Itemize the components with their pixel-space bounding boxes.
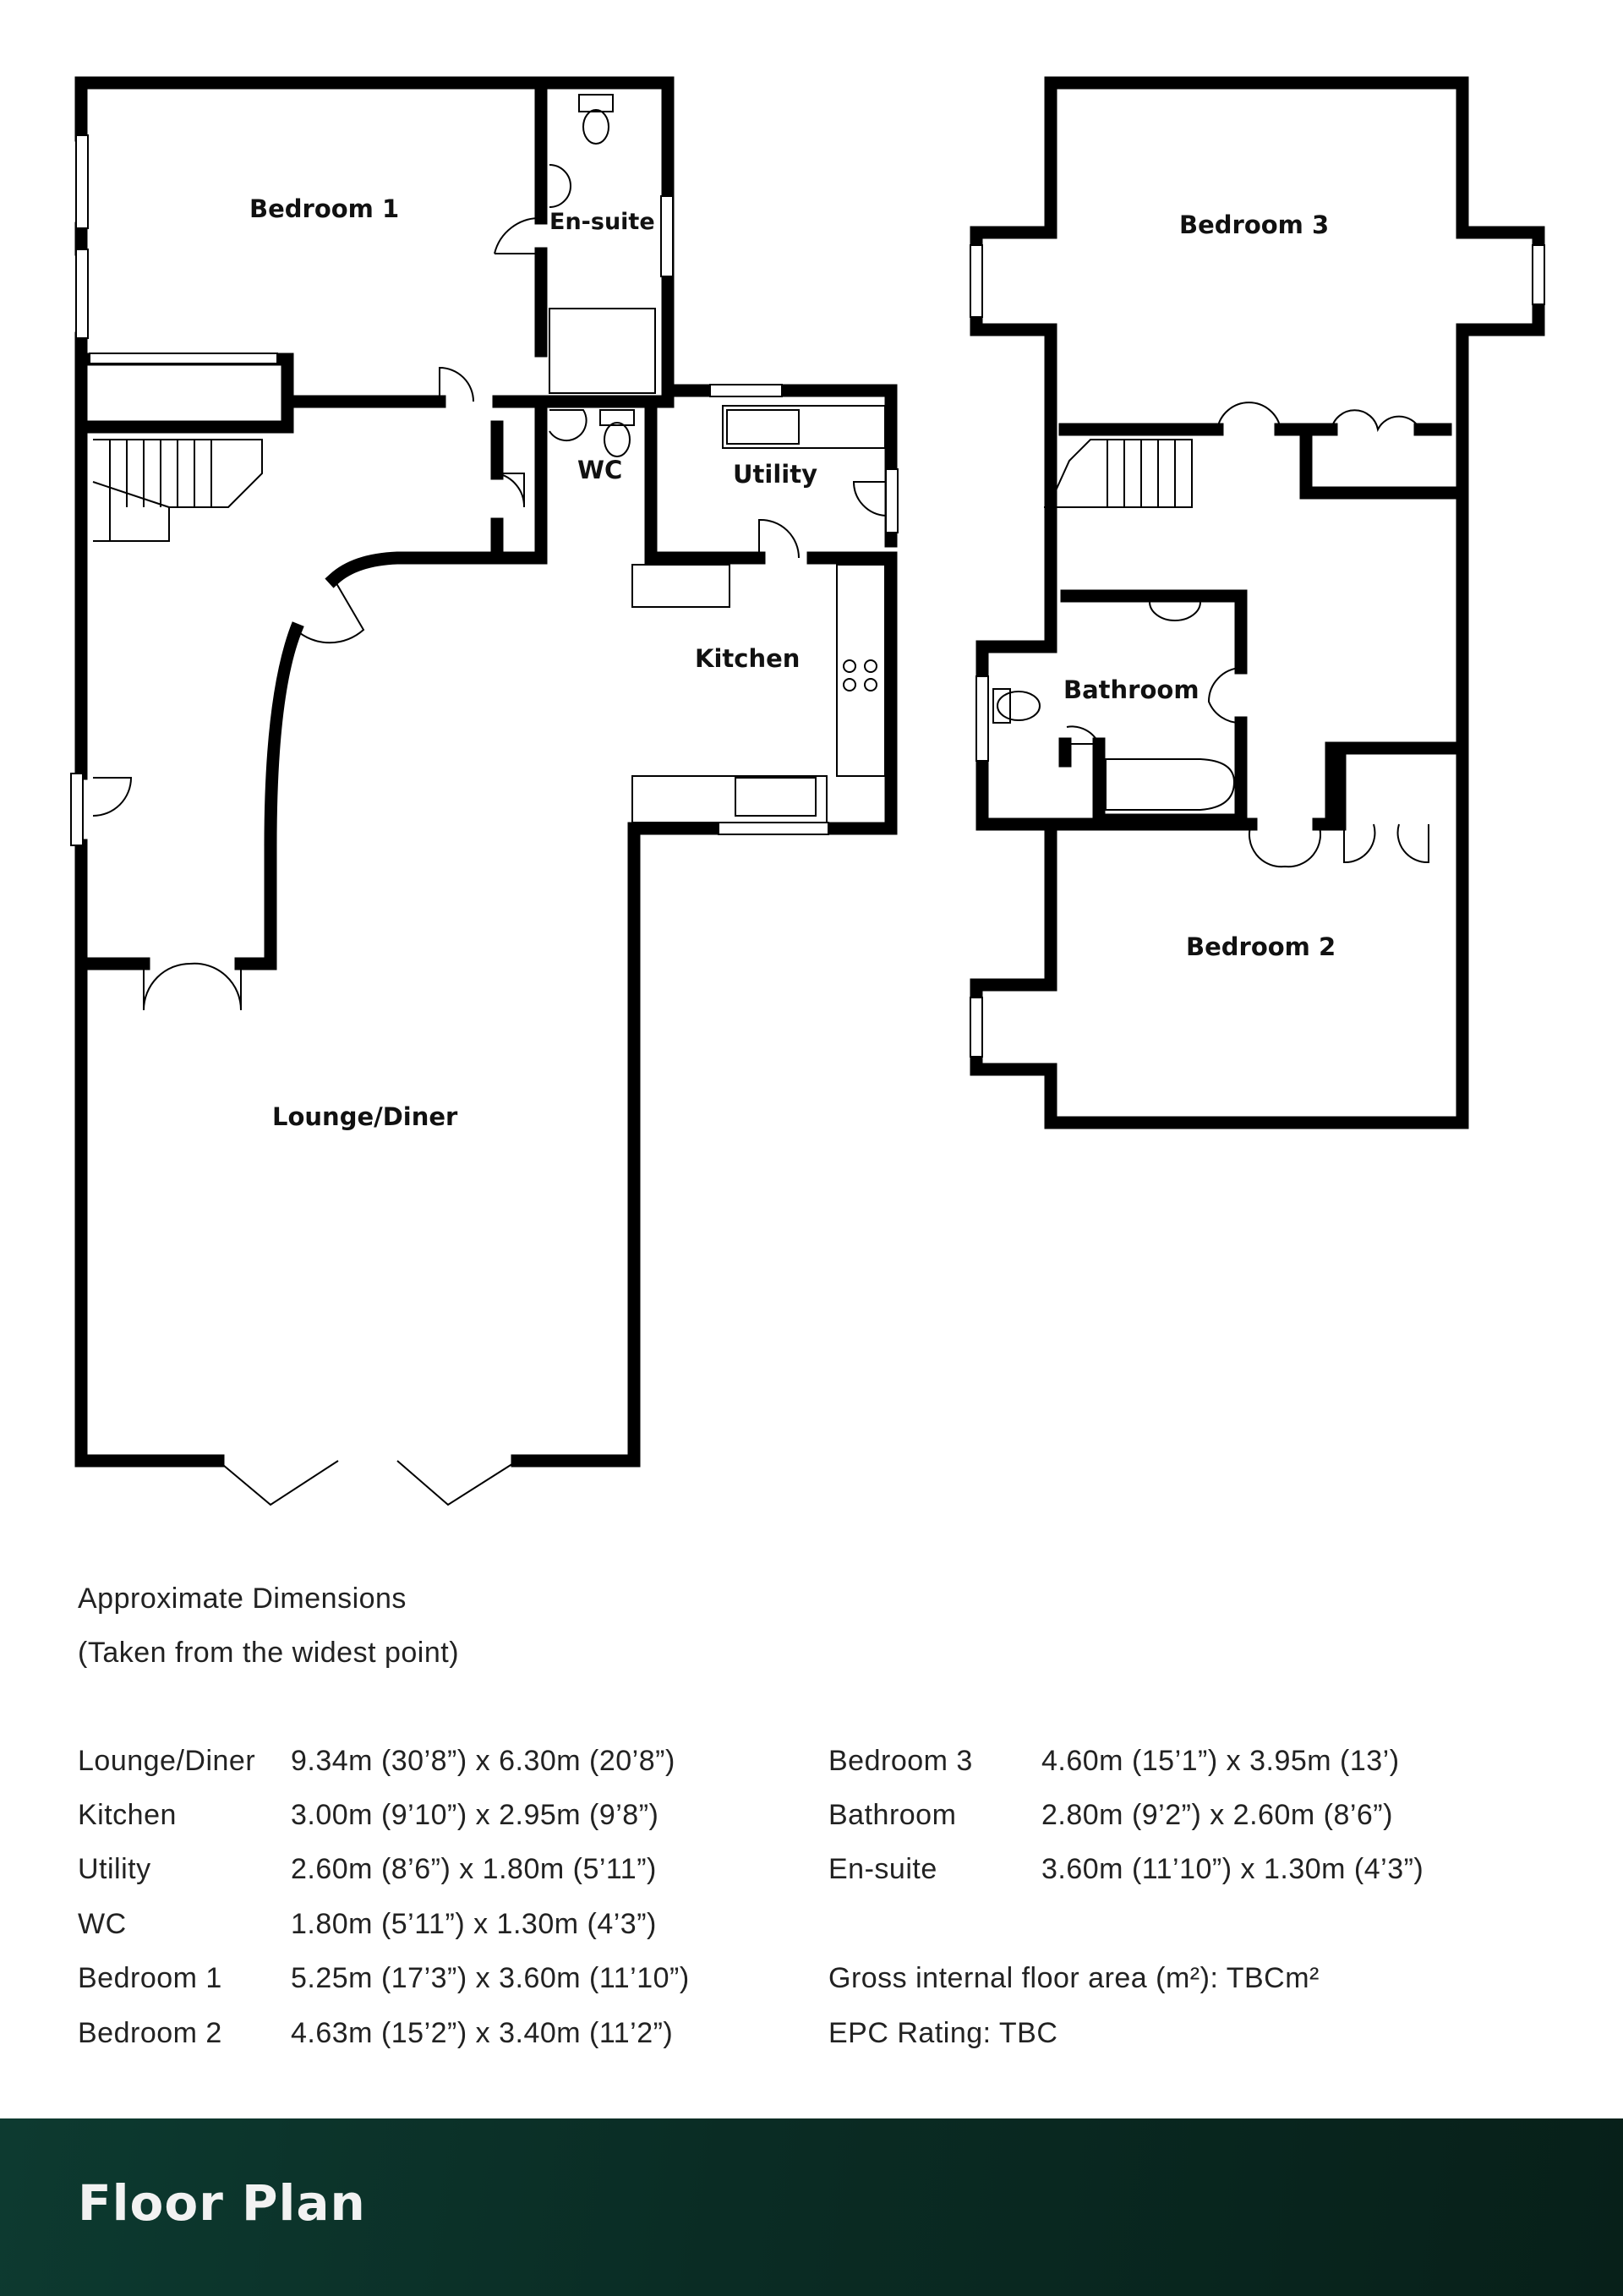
staircase bbox=[1107, 440, 1175, 507]
dimension-value: 4.63m (15’2”) x 3.40m (11’2”) bbox=[291, 2017, 674, 2049]
basin bbox=[549, 410, 587, 440]
dimension-value: 1.80m (5’11”) x 1.30m (4’3”) bbox=[291, 1908, 657, 1940]
room-label-wc: WC bbox=[577, 456, 623, 484]
dimension-value: 2.80m (9’2”) x 2.60m (8’6”) bbox=[1041, 1799, 1393, 1831]
dimension-room: En-suite bbox=[828, 1853, 937, 1885]
dimension-room: Bedroom 3 bbox=[828, 1745, 973, 1777]
wall bbox=[828, 558, 891, 828]
door bbox=[1249, 824, 1320, 866]
room-label-ensuite: En-suite bbox=[549, 209, 655, 235]
wall bbox=[241, 630, 296, 964]
dimension-row bbox=[828, 1799, 1393, 1832]
wall bbox=[976, 317, 1051, 676]
utility-worktop bbox=[723, 406, 885, 448]
kitchen-worktop bbox=[632, 565, 730, 607]
hob bbox=[865, 660, 877, 672]
footer-title: Floor Plan bbox=[78, 2174, 366, 2232]
dimension-room: Bedroom 1 bbox=[78, 1962, 222, 1994]
dimension-room: Lounge/Diner bbox=[78, 1745, 256, 1777]
dimension-row bbox=[828, 1853, 1424, 1886]
staircase bbox=[1044, 440, 1192, 507]
room-label-bathroom: Bathroom bbox=[1063, 675, 1199, 704]
staircase bbox=[110, 440, 211, 541]
sink bbox=[727, 410, 799, 444]
door bbox=[495, 218, 541, 254]
door bbox=[854, 482, 886, 516]
dimensions-subheading: (Taken from the widest point) bbox=[78, 1637, 460, 1669]
dimensions-heading: Approximate Dimensions bbox=[78, 1583, 407, 1615]
gross-area: Gross internal floor area (m²): TBCm² bbox=[828, 1962, 1320, 1994]
window bbox=[970, 998, 982, 1057]
door bbox=[1217, 402, 1281, 429]
dimension-value: 3.60m (11’10”) x 1.30m (4’3”) bbox=[1041, 1853, 1424, 1885]
room-label-kitchen: Kitchen bbox=[695, 644, 801, 673]
window bbox=[76, 249, 88, 338]
dimension-room: Bedroom 2 bbox=[78, 2017, 222, 2049]
wall bbox=[81, 359, 287, 427]
room-label-lounge: Lounge/Diner bbox=[272, 1102, 458, 1131]
window bbox=[71, 774, 83, 845]
dimension-value: 2.60m (8’6”) x 1.80m (5’11”) bbox=[291, 1853, 657, 1885]
dimension-value: 9.34m (30’8”) x 6.30m (20’8”) bbox=[291, 1745, 675, 1777]
dimension-row bbox=[78, 1962, 690, 1995]
dimension-value: 5.25m (17’3”) x 3.60m (11’10”) bbox=[291, 1962, 690, 1994]
toilet bbox=[997, 692, 1040, 720]
window bbox=[970, 245, 982, 317]
window bbox=[90, 353, 277, 364]
dimension-row bbox=[78, 1908, 657, 1941]
toilet bbox=[583, 110, 609, 144]
hob bbox=[844, 679, 855, 691]
door bbox=[144, 964, 241, 1010]
window bbox=[719, 823, 828, 834]
wall bbox=[81, 83, 668, 391]
window bbox=[710, 385, 782, 396]
shower-tray bbox=[549, 309, 655, 393]
hob bbox=[844, 660, 855, 672]
door bbox=[93, 778, 131, 816]
wall bbox=[976, 761, 1051, 998]
wall bbox=[1306, 429, 1454, 493]
basin bbox=[1150, 602, 1200, 620]
toilet bbox=[604, 423, 630, 456]
door bbox=[1331, 410, 1420, 429]
window bbox=[76, 135, 88, 228]
window bbox=[661, 196, 673, 276]
room-label-bedroom3: Bedroom 3 bbox=[1179, 210, 1330, 239]
footer-banner bbox=[0, 2118, 1623, 2296]
dimension-room: Kitchen bbox=[78, 1799, 177, 1831]
dimension-row bbox=[78, 1745, 675, 1778]
dimension-row bbox=[78, 2017, 674, 2050]
door bbox=[1344, 824, 1429, 862]
door bbox=[1209, 668, 1241, 723]
window bbox=[976, 676, 988, 761]
wall bbox=[1067, 596, 1241, 668]
kitchen-worktop bbox=[837, 565, 885, 776]
sink bbox=[735, 778, 816, 816]
dimension-row bbox=[78, 1799, 659, 1832]
dimension-room: WC bbox=[78, 1908, 127, 1940]
dimension-value: 4.60m (15’1”) x 3.95m (13’) bbox=[1041, 1745, 1400, 1777]
dimension-value: 3.00m (9’10”) x 2.95m (9’8”) bbox=[291, 1799, 659, 1831]
dimension-room: Bathroom bbox=[828, 1799, 957, 1831]
wall bbox=[976, 83, 1051, 258]
basin bbox=[549, 165, 571, 207]
room-label-bedroom1: Bedroom 1 bbox=[249, 194, 400, 223]
epc-rating: EPC Rating: TBC bbox=[828, 2017, 1058, 2049]
dimension-row bbox=[78, 1853, 657, 1886]
door bbox=[218, 1461, 517, 1505]
dimension-row bbox=[828, 1745, 1400, 1778]
window bbox=[886, 469, 898, 533]
wall bbox=[1319, 748, 1454, 824]
wall bbox=[517, 828, 719, 1461]
dimension-room: Utility bbox=[78, 1853, 151, 1885]
staircase bbox=[93, 482, 169, 507]
window bbox=[1533, 245, 1544, 304]
dimensions-section bbox=[0, 1572, 1623, 2080]
hob bbox=[865, 679, 877, 691]
room-label-utility: Utility bbox=[733, 460, 817, 489]
bath bbox=[1106, 759, 1234, 810]
wall bbox=[334, 558, 541, 579]
room-label-bedroom2: Bedroom 2 bbox=[1186, 932, 1336, 961]
door bbox=[296, 579, 363, 642]
